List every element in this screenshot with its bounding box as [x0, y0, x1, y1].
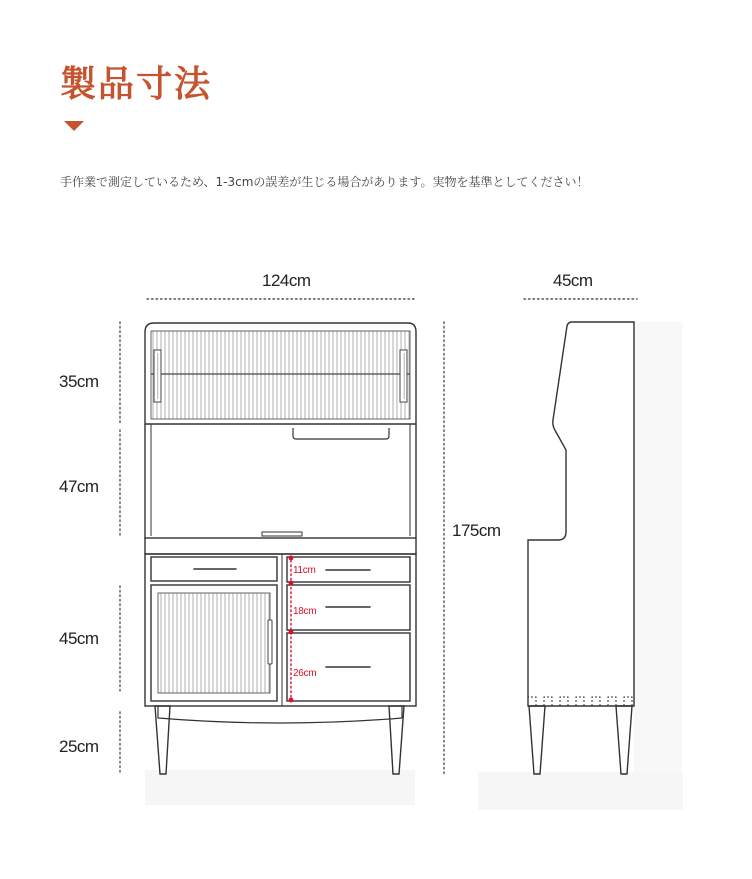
drawer-marker [289, 630, 294, 635]
drawer-height-label-2: 18cm [293, 606, 317, 617]
side-base-detail [528, 697, 632, 706]
cabinet-door-handle [268, 620, 272, 664]
hanging-rail [293, 428, 389, 439]
drawer-height-label-3: 26cm [293, 668, 317, 679]
side-shadow [634, 322, 682, 774]
depth-label: 45cm [553, 271, 593, 290]
side-view [528, 322, 634, 774]
apron [158, 706, 402, 723]
front-view [145, 323, 416, 774]
width-label: 124cm [262, 271, 311, 290]
cable-slot [262, 532, 302, 536]
measurement-note: 手作業で測定しているため、1-3cmの誤差が生じる場合があります。実物を基準としてください！ [60, 175, 589, 189]
height-label-open: 47cm [59, 477, 99, 496]
floor-shadow-front [145, 770, 415, 805]
side-profile [528, 322, 634, 706]
countertop [145, 538, 416, 554]
side-leg-back [616, 706, 632, 774]
floor-shadow-side [478, 772, 683, 810]
total-height-label: 175cm [452, 521, 501, 540]
leg-left [155, 706, 170, 774]
page-title: 製品寸法 [60, 64, 213, 105]
drawer-marker [289, 698, 294, 703]
height-label-cabinet: 45cm [59, 629, 99, 648]
height-label-hutch: 35cm [59, 372, 99, 391]
slatted-sliding-door [151, 331, 410, 419]
height-label-legs: 25cm [59, 737, 99, 756]
drawer-dimension-line [289, 556, 294, 703]
side-leg-front [529, 706, 545, 774]
drawer-marker [289, 556, 294, 561]
drawer-marker [289, 581, 294, 586]
drawer-height-label-1: 11cm [293, 565, 316, 576]
